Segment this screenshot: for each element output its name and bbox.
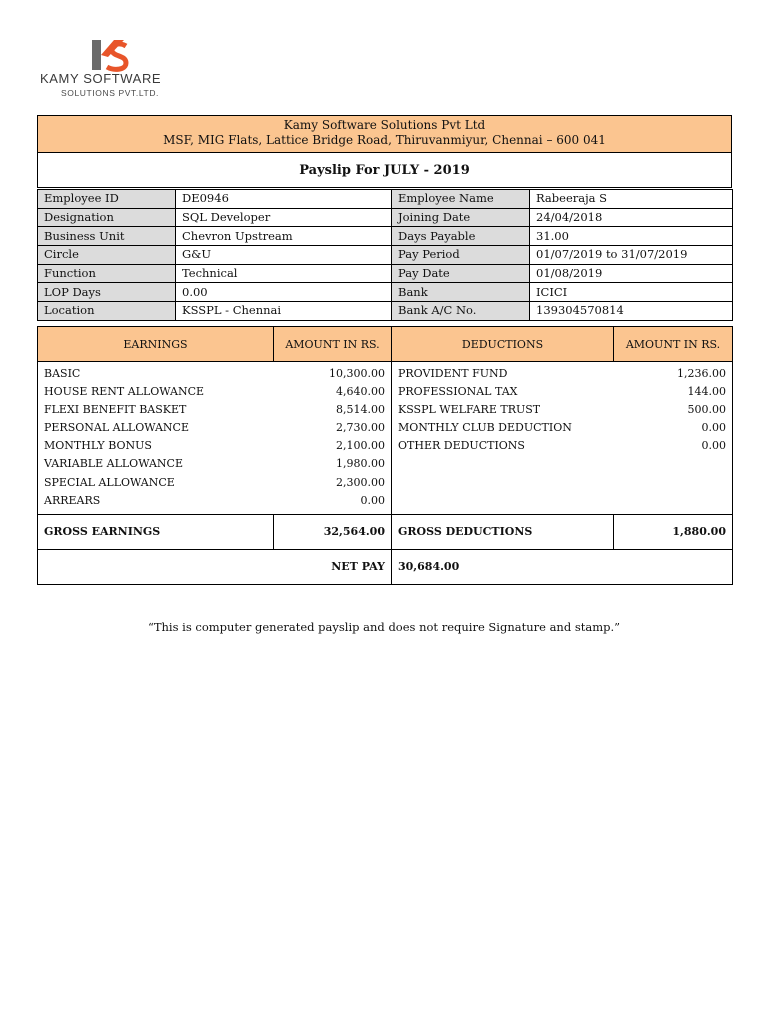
info-value: 24/04/2018	[530, 208, 733, 227]
info-value: ICICI	[530, 283, 733, 302]
info-label: Designation	[38, 208, 176, 227]
earning-item-amount: 1,980.00	[336, 457, 385, 471]
earning-item-name: HOUSE RENT ALLOWANCE	[44, 385, 205, 399]
gross-deductions-value: 1,880.00	[614, 514, 733, 549]
info-label: Bank	[392, 283, 530, 302]
earnings-amounts	[274, 362, 392, 515]
info-value: KSSPL - Chennai	[176, 302, 392, 321]
earning-item-name: VARIABLE ALLOWANCE	[44, 457, 183, 471]
earning-item-name: MONTHLY BONUS	[44, 439, 152, 453]
earning-item-amount: 8,514.00	[336, 403, 385, 417]
earnings-names	[38, 362, 274, 515]
info-label: Business Unit	[38, 227, 176, 246]
company-header	[37, 115, 732, 153]
info-value: 31.00	[530, 227, 733, 246]
info-label: Bank A/C No.	[392, 302, 530, 321]
company-name: Kamy Software Solutions Pvt Ltd	[283, 118, 486, 132]
gross-earnings-label: GROSS EARNINGS	[38, 514, 274, 549]
earning-item-amount: 2,100.00	[336, 439, 385, 453]
info-label: LOP Days	[38, 283, 176, 302]
employee-info-table	[37, 189, 733, 321]
earning-item-name: FLEXI BENEFIT BASKET	[44, 403, 187, 417]
earning-item-amount: 2,730.00	[336, 421, 385, 435]
deduction-item-name: OTHER DEDUCTIONS	[398, 439, 525, 453]
payslip-title: Payslip For JULY - 2019	[38, 153, 732, 188]
ks-logo-icon	[90, 38, 130, 72]
info-value: 0.00	[176, 283, 392, 302]
logo-text-sub: SOLUTIONS PVT.LTD.	[61, 88, 160, 98]
earning-item-name: BASIC	[44, 367, 81, 380]
earnings-header: EARNINGS	[38, 327, 274, 362]
info-row	[38, 227, 733, 246]
info-value: Chevron Upstream	[176, 227, 392, 246]
info-row	[38, 283, 733, 302]
payslip-title-box	[37, 152, 732, 188]
company-address: MSF, MIG Flats, Lattice Bridge Road, Thiruvanmiyur, Chennai – 600 041	[163, 133, 606, 147]
info-label: Employee Name	[392, 190, 530, 209]
company-logo	[38, 36, 188, 104]
deduction-item-amount: 0.00	[701, 421, 726, 435]
info-label: Location	[38, 302, 176, 321]
info-label: Employee ID	[38, 190, 176, 209]
earning-item-name: SPECIAL ALLOWANCE	[44, 475, 175, 489]
info-value: 139304570814	[530, 302, 733, 321]
deduction-item-amount: 144.00	[687, 385, 726, 399]
gross-earnings-value: 32,564.00	[274, 514, 392, 549]
logo-text-main: KAMY SOFTWARE	[40, 71, 162, 86]
info-label: Joining Date	[392, 208, 530, 227]
deduction-item-name: KSSPL WELFARE TRUST	[398, 403, 541, 417]
deductions-amounts	[614, 362, 733, 515]
disclaimer-note: “This is computer generated payslip and does not require Signature and stamp.”	[147, 620, 621, 634]
gross-deductions-label: GROSS DEDUCTIONS	[392, 514, 614, 549]
info-label: Pay Date	[392, 264, 530, 283]
info-row	[38, 264, 733, 283]
earnings-deductions-table	[37, 326, 733, 585]
info-row	[38, 246, 733, 265]
deduction-item-name: PROFESSIONAL TAX	[398, 385, 518, 399]
deduction-item-amount: 500.00	[687, 403, 726, 417]
deduction-item-name: MONTHLY CLUB DEDUCTION	[398, 421, 572, 435]
info-label: Circle	[38, 246, 176, 265]
info-row	[38, 302, 733, 321]
deductions-names	[392, 362, 614, 515]
net-pay-label: NET PAY	[38, 549, 392, 584]
deduction-item-name: PROVIDENT FUND	[398, 367, 508, 380]
info-value: Technical	[176, 264, 392, 283]
net-pay-value: 30,684.00	[392, 549, 733, 584]
deduction-item-amount: 1,236.00	[677, 367, 726, 380]
earning-item-amount: 0.00	[360, 493, 385, 507]
deductions-amount-header: AMOUNT IN RS.	[614, 327, 733, 362]
info-label: Days Payable	[392, 227, 530, 246]
info-value: G&U	[176, 246, 392, 265]
info-label: Pay Period	[392, 246, 530, 265]
info-row	[38, 190, 733, 209]
earning-item-amount: 2,300.00	[336, 475, 385, 489]
info-value: SQL Developer	[176, 208, 392, 227]
earning-item-amount: 4,640.00	[336, 385, 385, 399]
deduction-item-amount: 0.00	[701, 439, 726, 453]
info-value: 01/07/2019 to 31/07/2019	[530, 246, 733, 265]
info-value: Rabeeraja S	[530, 190, 733, 209]
info-value: 01/08/2019	[530, 264, 733, 283]
info-label: Function	[38, 264, 176, 283]
info-row	[38, 208, 733, 227]
earning-item-amount: 10,300.00	[329, 367, 385, 380]
deductions-header: DEDUCTIONS	[392, 327, 614, 362]
info-value: DE0946	[176, 190, 392, 209]
earning-item-name: PERSONAL ALLOWANCE	[44, 421, 189, 435]
earning-item-name: ARREARS	[44, 493, 101, 507]
earnings-amount-header: AMOUNT IN RS.	[274, 327, 392, 362]
